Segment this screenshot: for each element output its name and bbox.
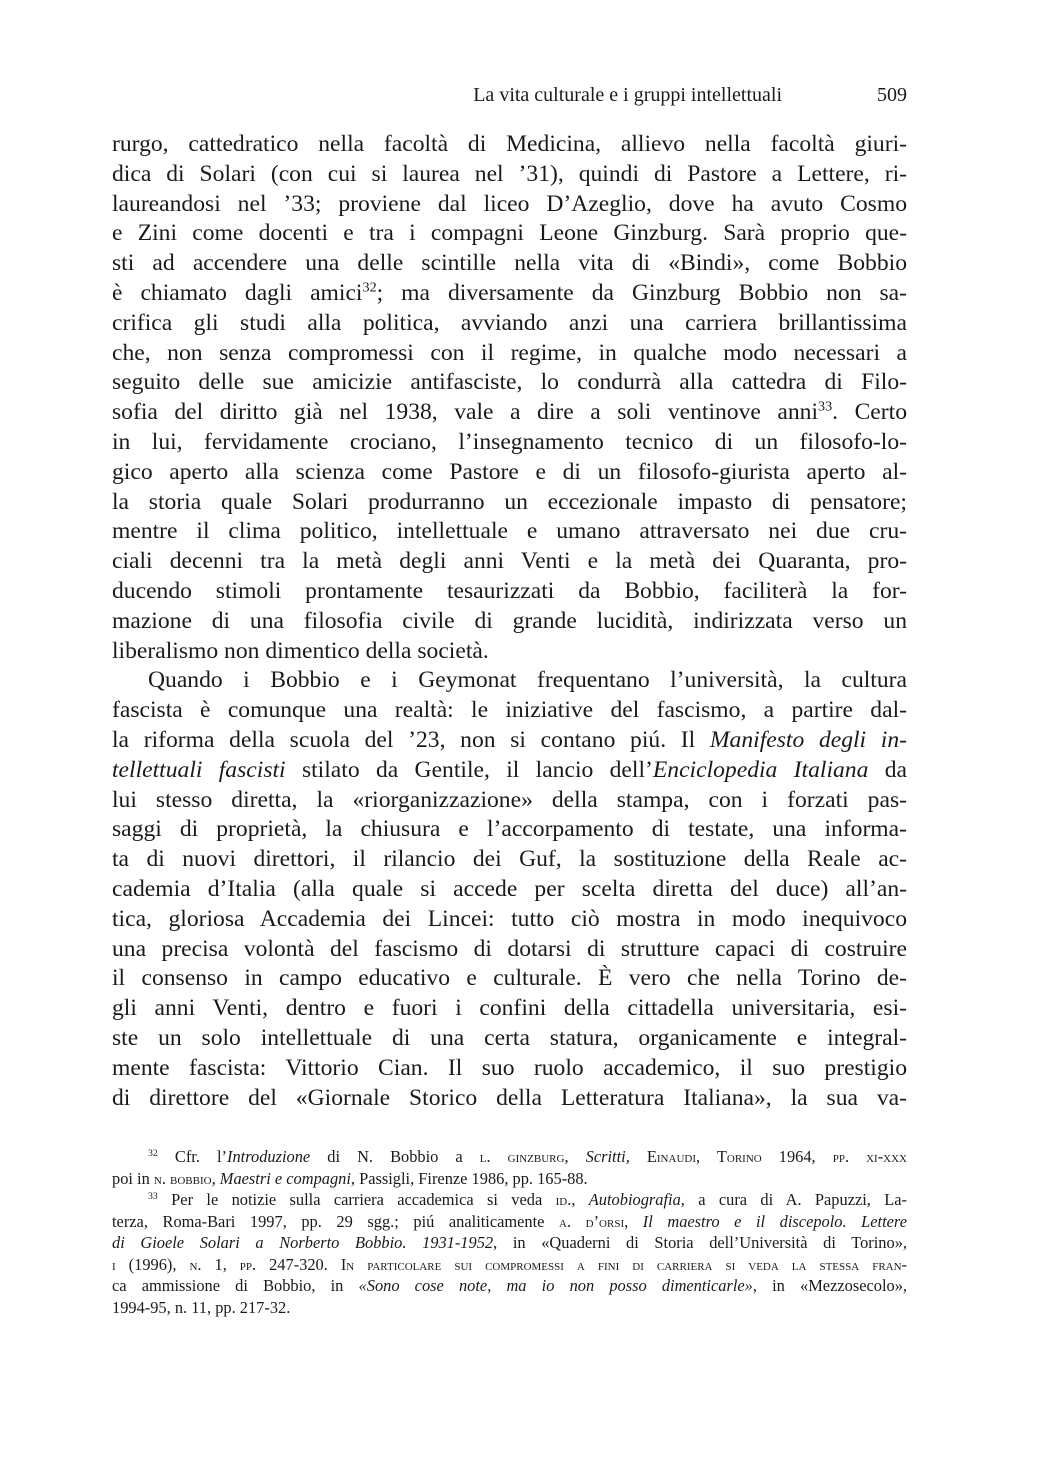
text-line: ta di nuovi direttori, il rilancio dei Guf, la sostituzione della Reale ac- (112, 846, 907, 873)
text-line: seguito delle sue amicizie antifasciste, lo condurrà alla cattedra di Filo- (112, 369, 907, 396)
text-line: cademia d’Italia (alla quale si accede per scelta diretta del duce) all’an- (112, 875, 907, 902)
footnote-line: 1994-95, n. 11, pp. 217-32. (112, 1297, 291, 1317)
text-line: gico aperto alla scienza come Pastore e di un filosofo-giurista aperto al- (112, 458, 907, 485)
text-line: dica di Solari (con cui si laurea nel ’31), quindi di Pastore a Lettere, ri- (112, 160, 907, 187)
text-line: il consenso in campo educativo e culturale. È vero che nella Torino de- (112, 965, 907, 992)
footnote-line: poi in n. bobbio, Maestri e compagni, Passigli, Firenze 1986, pp. 165-88. (112, 1168, 588, 1188)
text-line: mente fascista: Vittorio Cian. Il suo ruolo accademico, il suo prestigio (112, 1054, 907, 1081)
text-line: tellettuali fascisti stilato da Gentile, il lancio dell’Enciclopedia Italiana da (112, 756, 907, 783)
footnote-ref: 32 (362, 279, 377, 296)
text-line: laureandosi nel ’33; proviene dal liceo D’Azeglio, dove ha avuto Cosmo (112, 190, 907, 217)
text-line: sofia del diritto già nel 1938, vale a dire a soli ventinove anni$^{33}$. Certo (112, 398, 907, 426)
footnote-number: 33 (148, 1191, 158, 1203)
footnote-line: $^{32}$ Cfr. l’Introduzione di N. Bobbio a l. ginzburg, Scritti, Einaudi, Torino 1964, pp. xi-xxx (148, 1147, 907, 1166)
text-line: sti ad accendere una delle scintille nella vita di «Bindi», come Bobbio (112, 250, 907, 277)
text-line: saggi di proprietà, la chiusura e l’accorpamento di testate, una informa- (112, 816, 907, 843)
text-line: gli anni Venti, dentro e fuori i confini della cittadella universitaria, esi- (112, 995, 907, 1022)
text-line: è chiamato dagli amici$^{32}$; ma diversamente da Ginzburg Bobbio non sa- (112, 279, 907, 306)
footnotes (112, 1146, 907, 1318)
text-line: ste un solo intellettuale di una certa statura, organicamente e integral- (112, 1024, 907, 1051)
footnote-line: i (1996), n. 1, pp. 247-320. In particolare sui compromessi a fini di carriera si veda la stessa fran- (112, 1254, 907, 1274)
text-line: Quando i Bobbio e i Geymonat frequentano l’università, la cultura (148, 667, 907, 694)
footnote-line: $^{33}$ Per le notizie sulla carriera accademica si veda id., Autobiografia, a cura di A. Papuzzi, La- (148, 1190, 907, 1209)
text-line: che, non senza compromessi con il regime, in qualche modo necessari a (112, 339, 907, 366)
running-header (112, 84, 907, 112)
text-line: ciali decenni tra la metà degli anni Venti e la metà dei Quaranta, pro- (112, 548, 907, 575)
text-line: lui stesso diretta, la «riorganizzazione» della stampa, con i forzati pas- (112, 786, 907, 813)
text-line: in lui, fervidamente crociano, l’insegnamento tecnico di un filosofo-lo- (112, 428, 907, 455)
text-line: crifica gli studi alla politica, avviando anzi una carriera brillantissima (112, 309, 907, 336)
text-line: mentre il clima politico, intellettuale e umano attraversato nei due cru- (112, 518, 907, 545)
footnote-line: di Gioele Solari a Norberto Bobbio. 1931-1952, in «Quaderni di Storia dell’Università di Torino», (112, 1233, 907, 1252)
text-line: la storia quale Solari produrranno un eccezionale impasto di pensatore; (112, 488, 907, 515)
text-line: fascista è comunque una realtà: le iniziative del fascismo, a partire dal- (112, 697, 907, 724)
page-number: 509 (877, 84, 907, 106)
text-line: di direttore del «Giornale Storico della Letteratura Italiana», la sua va- (112, 1084, 907, 1111)
body-text (112, 130, 907, 1113)
footnote-line: ca ammissione di Bobbio, in «Sono cose note, ma io non posso dimenticarle», in «Mezzosecolo», (112, 1276, 907, 1295)
footnote-number: 32 (148, 1148, 158, 1160)
running-title: La vita culturale e i gruppi intellettuali (473, 84, 782, 106)
text-line: una precisa volontà del fascismo di dotarsi di strutture capaci di costruire (112, 935, 907, 962)
text-line: tica, gloriosa Accademia dei Lincei: tutto ciò mostra in modo inequivoco (112, 905, 907, 932)
footnote-line: terza, Roma-Bari 1997, pp. 29 sgg.; piú analiticamente a. d’orsi, Il maestro e il discepolo. Lettere (112, 1211, 907, 1231)
text-line: la riforma della scuola del ’23, non si contano piú. Il Manifesto degli in- (112, 726, 907, 753)
text-line: mazione di una filosofia civile di grande lucidità, indirizzata verso un (112, 607, 907, 634)
text-line: e Zini come docenti e tra i compagni Leone Ginzburg. Sarà proprio que- (112, 220, 907, 247)
text-line: rurgo, cattedratico nella facoltà di Medicina, allievo nella facoltà giuri- (112, 131, 907, 157)
text-line: ducendo stimoli prontamente tesaurizzati da Bobbio, faciliterà la for- (112, 577, 907, 604)
text-line: liberalismo non dimentico della società. (112, 637, 489, 664)
footnote-ref: 33 (818, 398, 833, 415)
